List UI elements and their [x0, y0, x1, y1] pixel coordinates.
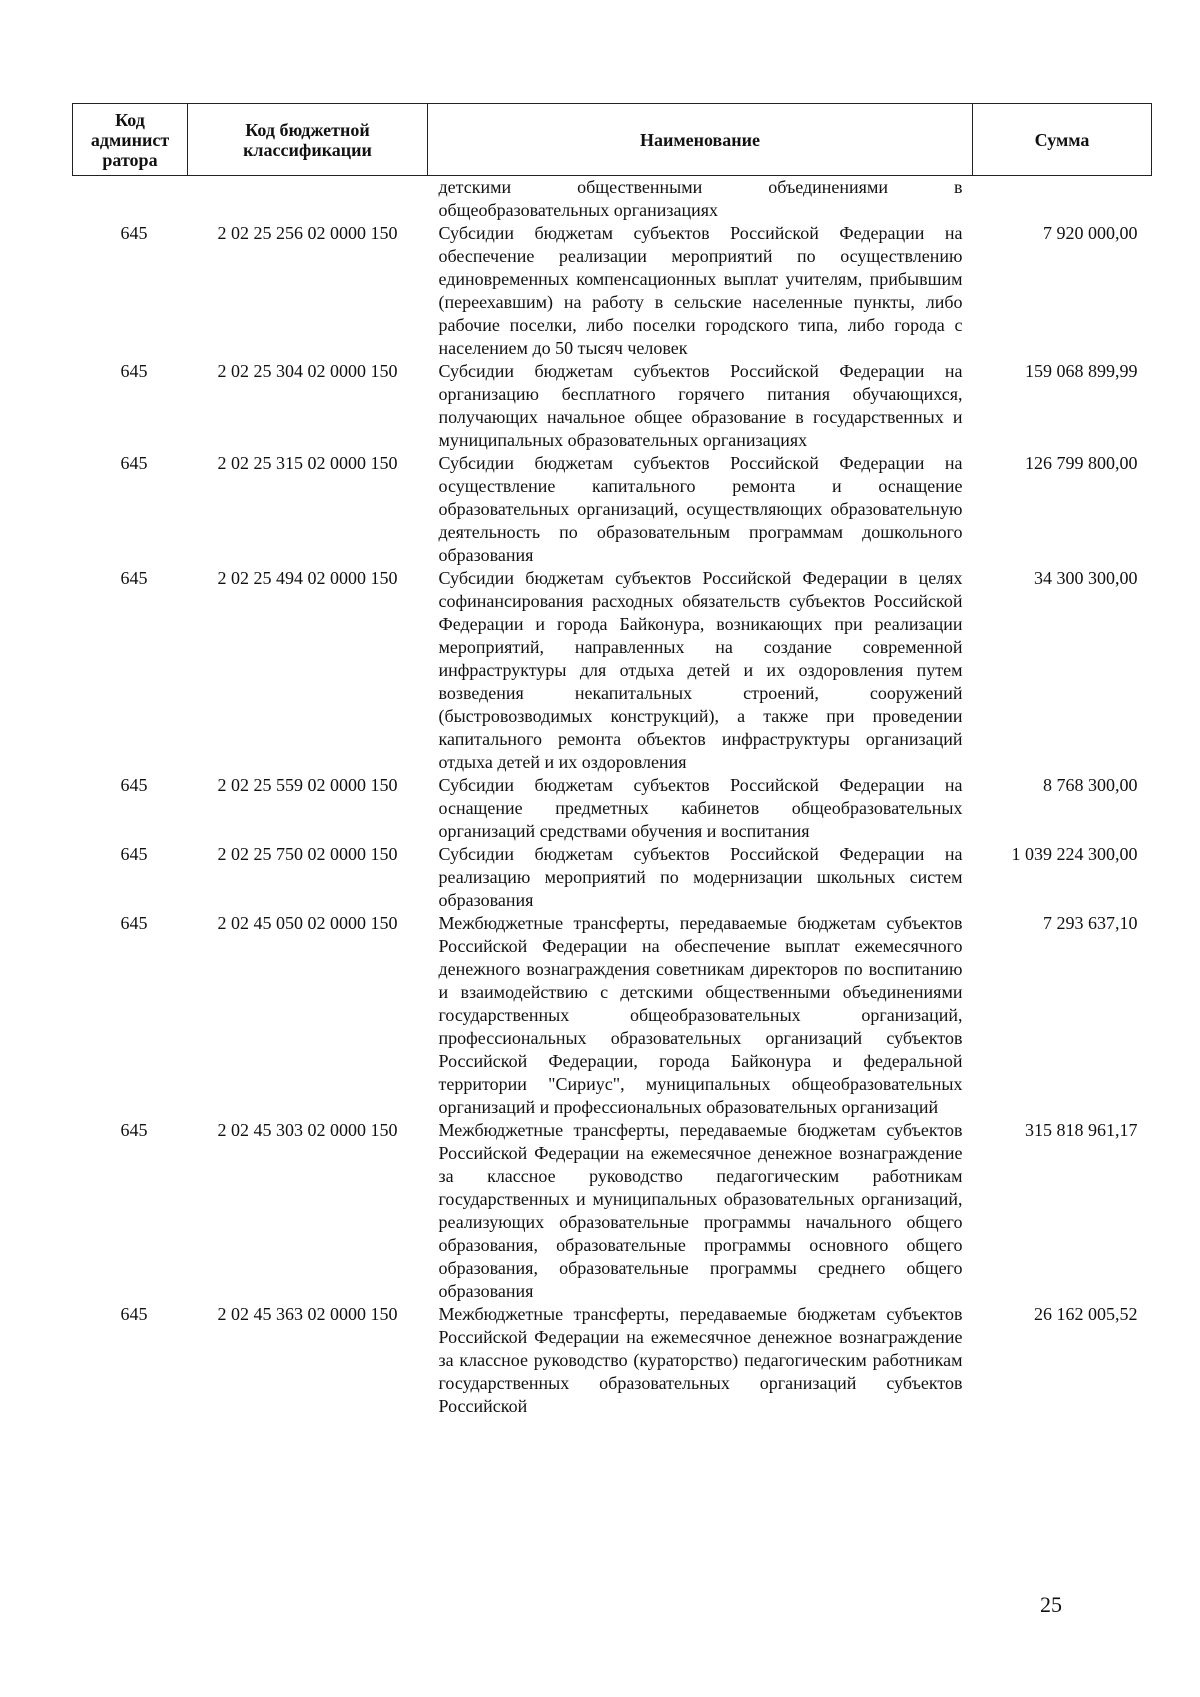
- kbk-cell: 2 02 25 494 02 0000 150: [217, 568, 398, 588]
- kbk-cell: 2 02 25 315 02 0000 150: [217, 453, 398, 473]
- sum-cell: 126 799 800,00: [1025, 453, 1138, 473]
- page-number: 25: [1040, 1592, 1062, 1617]
- header-admin-line2: админист: [90, 129, 170, 150]
- sum-cell: 1 039 224 300,00: [1011, 844, 1138, 864]
- header-name: Наименование: [428, 104, 973, 176]
- admin-code-cell: 645: [120, 1304, 148, 1324]
- header-kbk-line2: классификации: [243, 139, 372, 160]
- header-kbk: [188, 104, 428, 176]
- sum-cell: 26 162 005,52: [1034, 1304, 1138, 1324]
- name-cell: Субсидии бюджетам субъектов Российской Федерации на оснащение предметных кабинетов общеобразовательных организаций средствами обучения и воспитания: [438, 775, 963, 841]
- name-cell: Субсидии бюджетам субъектов Российской Федерации на реализацию мероприятий по модернизации школьных систем образования: [438, 844, 963, 910]
- table-row: [73, 567, 1152, 774]
- table-row: [73, 452, 1152, 567]
- admin-code-cell: 645: [120, 1120, 148, 1140]
- header-sum: Сумма: [973, 104, 1152, 176]
- sum-cell: 7 920 000,00: [1043, 223, 1138, 243]
- kbk-cell: 2 02 25 750 02 0000 150: [217, 844, 398, 864]
- kbk-cell: 2 02 25 304 02 0000 150: [217, 361, 398, 381]
- admin-code-cell: 645: [120, 453, 148, 473]
- admin-code-cell: 645: [120, 568, 148, 588]
- table-row: [73, 1303, 1152, 1418]
- budget-table: [72, 103, 1152, 1418]
- name-cell: Субсидии бюджетам субъектов Российской Федерации на осуществление капитального ремонта и оснащение образовательных организаций, осуществляющих образовательную деятельность по образовательным программам дошкольного образования: [438, 453, 963, 565]
- sum-cell: 159 068 899,99: [1025, 361, 1138, 381]
- admin-code-cell: 645: [120, 223, 148, 243]
- table-row: [73, 360, 1152, 452]
- kbk-cell: 2 02 25 256 02 0000 150: [217, 223, 398, 243]
- admin-code-cell: 645: [120, 775, 148, 795]
- continuation-line2: общеобразовательных организациях: [438, 200, 719, 220]
- table-header: [73, 104, 1152, 176]
- admin-code-cell: 645: [120, 844, 148, 864]
- header-kbk-line1: Код бюджетной: [245, 119, 370, 140]
- table-row: [73, 912, 1152, 1119]
- admin-code-cell: 645: [120, 361, 148, 381]
- sum-cell: 315 818 961,17: [1025, 1120, 1138, 1140]
- name-cell: Межбюджетные трансферты, передаваемые бюджетам субъектов Российской Федерации на обеспечение выплат ежемесячного денежного вознаграждения советникам директоров по воспитанию и взаимодействию с детскими общественными объединениями государственных общеобразовательных организаций, профессиональных образовательных организаций субъектов Российской Федерации, города Байконура и федеральной территории "Сириус", муниципальных общеобразовательных организаций и профессиональных образовательных организаций: [438, 913, 963, 1117]
- table-row: [73, 843, 1152, 912]
- continuation-line1: детскими общественными объединениями в: [438, 177, 963, 197]
- table-body: [73, 176, 1152, 1419]
- table-row: [73, 774, 1152, 843]
- sum-cell: 8 768 300,00: [1043, 775, 1138, 795]
- continuation-text: [428, 176, 973, 223]
- table-row-continuation: [73, 176, 1152, 223]
- sum-cell: 7 293 637,10: [1043, 913, 1138, 933]
- kbk-cell: 2 02 45 303 02 0000 150: [217, 1120, 398, 1140]
- kbk-cell: 2 02 45 363 02 0000 150: [217, 1304, 398, 1324]
- name-cell: Субсидии бюджетам субъектов Российской Федерации в целях софинансирования расходных обязательств субъектов Российской Федерации и города Байконура, возникающих при реализации мероприятий, направленных на создание современной инфраструктуры для отдыха детей и их оздоровления путем возведения некапитальных строений, сооружений (быстровозводимых конструкций), а также при проведении капитального ремонта объектов инфраструктуры организаций отдыха детей и их оздоровления: [438, 568, 963, 772]
- table-row: [73, 222, 1152, 360]
- table-row: [73, 1119, 1152, 1303]
- header-admin-code: [73, 104, 188, 176]
- header-admin-line3: ратора: [102, 149, 158, 170]
- kbk-cell: 2 02 25 559 02 0000 150: [217, 775, 398, 795]
- admin-code-cell: 645: [120, 913, 148, 933]
- name-cell: Субсидии бюджетам субъектов Российской Федерации на организацию бесплатного горячего питания обучающихся, получающих начальное общее образование в государственных и муниципальных образовательных организациях: [438, 361, 963, 450]
- name-cell: Субсидии бюджетам субъектов Российской Федерации на обеспечение реализации мероприятий по осуществлению единовременных компенсационных выплат учителям, прибывшим (переехавшим) на работу в сельские населенные пункты, либо рабочие поселки, либо поселки городского типа, либо города с населением до 50 тысяч человек: [438, 223, 963, 358]
- kbk-cell: 2 02 45 050 02 0000 150: [217, 913, 398, 933]
- sum-cell: 34 300 300,00: [1034, 568, 1138, 588]
- name-cell: Межбюджетные трансферты, передаваемые бюджетам субъектов Российской Федерации на ежемесячное денежное вознаграждение за классное руководство педагогическим работникам государственных и муниципальных образовательных организаций, реализующих образовательные программы начального общего образования, образовательные программы основного общего образования, образовательные программы среднего общего образования: [438, 1120, 963, 1301]
- name-cell: Межбюджетные трансферты, передаваемые бюджетам субъектов Российской Федерации на ежемесячное денежное вознаграждение за классное руководство (кураторство) педагогическим работникам государственных образовательных организаций субъектов Российской: [438, 1304, 963, 1416]
- header-admin-line1: Код: [115, 109, 145, 130]
